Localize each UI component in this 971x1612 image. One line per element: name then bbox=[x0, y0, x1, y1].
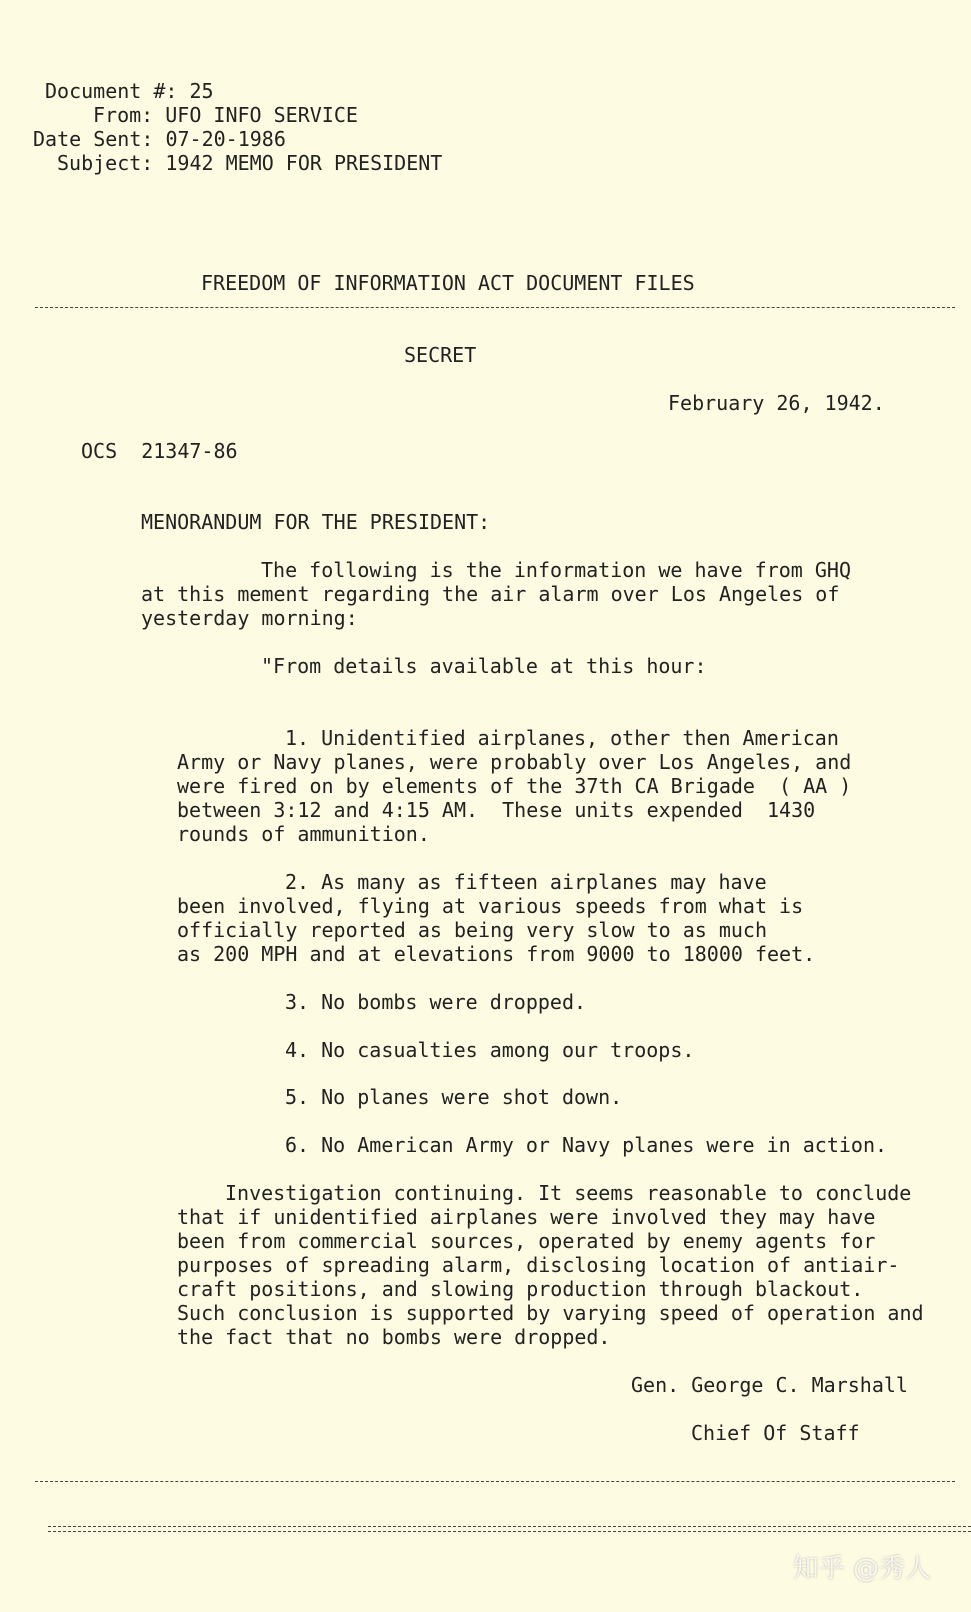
conclusion-line: that if unidentified airplanes were involved they may have bbox=[177, 1205, 876, 1229]
classification-label: SECRET bbox=[404, 343, 477, 367]
item-1-line: Army or Navy planes, were probably over Los Angeles, and bbox=[177, 750, 852, 774]
item-2-line: 2. As many as fifteen airplanes may have bbox=[285, 870, 767, 894]
item-5-line: 5. No planes were shot down. bbox=[285, 1085, 623, 1109]
item-1-line: 1. Unidentified airplanes, other then American bbox=[285, 726, 839, 750]
intro-line: The following is the information we have from GHQ bbox=[261, 558, 852, 582]
conclusion-line: the fact that no bombs were dropped. bbox=[177, 1325, 611, 1349]
foia-banner: FREEDOM OF INFORMATION ACT DOCUMENT FILES bbox=[201, 271, 695, 295]
from-row bbox=[93, 103, 358, 127]
memo-date: February 26, 1942. bbox=[668, 391, 885, 415]
item-2-line: officially reported as being very slow to as much bbox=[177, 918, 768, 942]
subject-row bbox=[57, 151, 442, 175]
divider-bottom bbox=[35, 1481, 955, 1482]
watermark-text: 知乎 @秀人 bbox=[792, 1554, 931, 1584]
date-sent-row bbox=[33, 127, 286, 151]
conclusion-line: been from commercial sources, operated by enemy agents for bbox=[177, 1229, 876, 1253]
item-2-line: been involved, flying at various speeds from what is bbox=[177, 894, 804, 918]
doc-number-label: Document #: bbox=[45, 79, 178, 103]
conclusion-line: Such conclusion is supported by varying speed of operation and bbox=[177, 1301, 924, 1325]
divider-double bbox=[48, 1526, 971, 1532]
reference-number: OCS 21347-86 bbox=[81, 439, 238, 463]
date-sent-label: Date Sent: bbox=[33, 127, 154, 151]
memo-title: MENORANDUM FOR THE PRESIDENT: bbox=[141, 510, 491, 534]
item-1-line: were fired on by elements of the 37th CA Brigade ( AA ) bbox=[177, 774, 852, 798]
subject-value: 1942 MEMO FOR PRESIDENT bbox=[165, 151, 443, 175]
item-3-line: 3. No bombs were dropped. bbox=[285, 990, 587, 1014]
item-4-line: 4. No casualties among our troops. bbox=[285, 1038, 695, 1062]
item-1-line: rounds of ammunition. bbox=[177, 822, 430, 846]
date-sent-value: 07-20-1986 bbox=[165, 127, 286, 151]
intro-line: yesterday morning: bbox=[141, 606, 358, 630]
doc-number-row bbox=[45, 79, 214, 103]
conclusion-line: craft positions, and slowing production through blackout. bbox=[177, 1277, 864, 1301]
item-2-line: as 200 MPH and at elevations from 9000 to 18000 feet. bbox=[177, 942, 816, 966]
item-6-line: 6. No American Army or Navy planes were in action. bbox=[285, 1133, 888, 1157]
conclusion-line: purposes of spreading alarm, disclosing location of antiair- bbox=[177, 1253, 900, 1277]
from-value: UFO INFO SERVICE bbox=[165, 103, 358, 127]
signature-title: Chief Of Staff bbox=[691, 1421, 860, 1445]
signature-name: Gen. George C. Marshall bbox=[631, 1373, 908, 1397]
intro-line: at this mement regarding the air alarm over Los Angeles of bbox=[141, 582, 840, 606]
from-label: From: bbox=[93, 103, 154, 127]
doc-number-value: 25 bbox=[189, 79, 214, 103]
subject-label: Subject: bbox=[57, 151, 154, 175]
conclusion-line: Investigation continuing. It seems reasonable to conclude bbox=[225, 1181, 912, 1205]
item-1-line: between 3:12 and 4:15 AM. These units expended 1430 bbox=[177, 798, 816, 822]
divider-top bbox=[35, 307, 955, 308]
quote-intro: "From details available at this hour: bbox=[261, 654, 707, 678]
